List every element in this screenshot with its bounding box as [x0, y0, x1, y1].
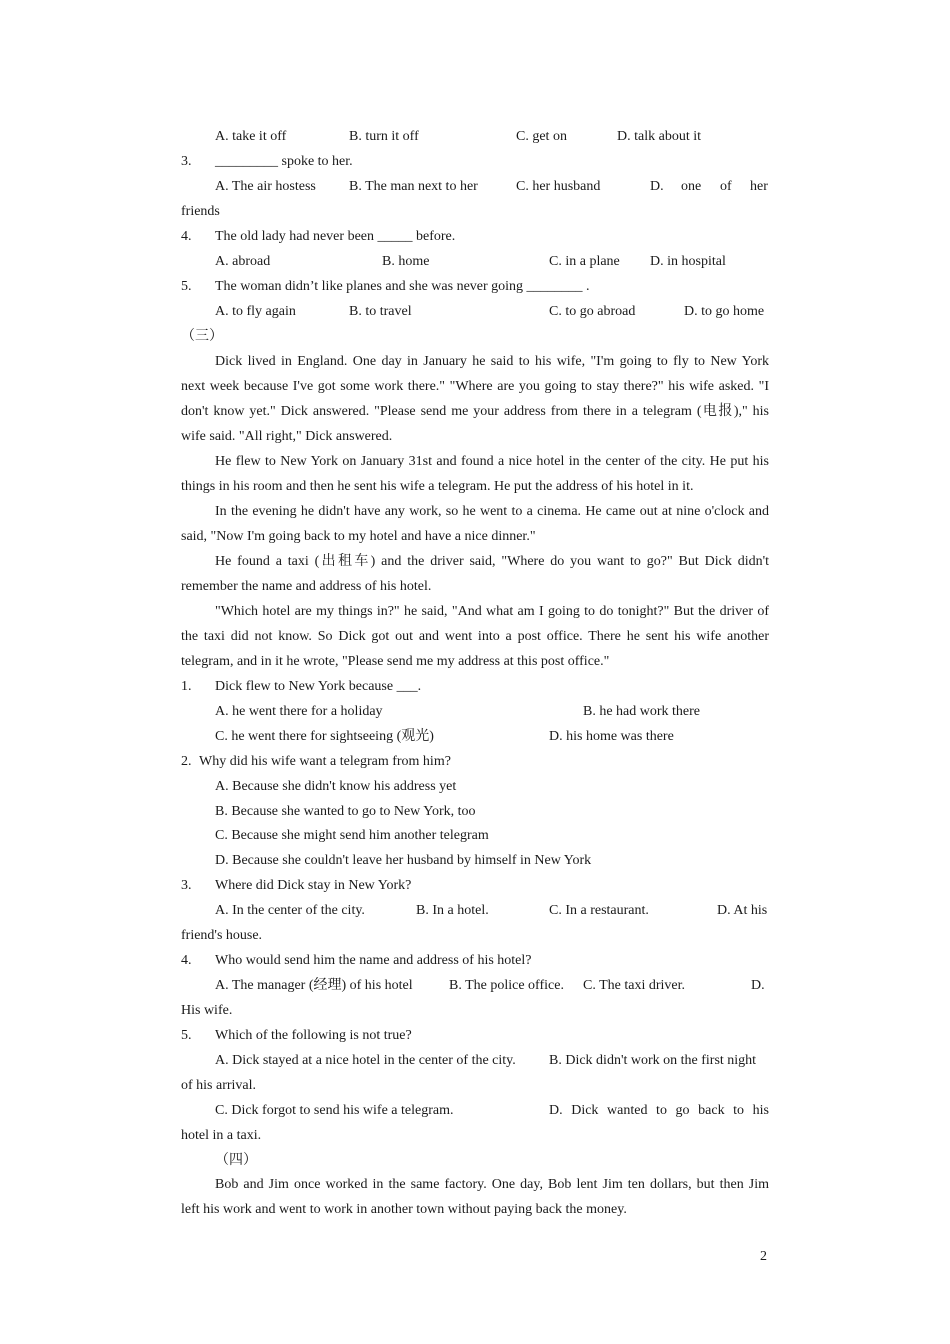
question-text: Why did his wife want a telegram from him? [199, 754, 451, 769]
question-number: 5. [181, 1028, 192, 1043]
option-text: D. in hospital [650, 254, 726, 269]
passage-line: He found a taxi (出租车) and the driver said, "Where do you want to go?" But Dick didn't [215, 554, 769, 569]
question-text: The old lady had never been _____ before. [215, 229, 456, 244]
option-text: A. The manager (经理) of his hotel [215, 978, 413, 993]
option-text: D. his home was there [549, 729, 674, 744]
question-text: _________ spoke to her. [215, 154, 353, 169]
option-text: A. In the center of the city. [215, 903, 365, 918]
option-wrap-text: hotel in a taxi. [181, 1128, 262, 1143]
option-text: C. in a plane [549, 254, 620, 269]
question-number: 1. [181, 679, 192, 694]
question-text: Who would send him the name and address of his hotel? [215, 953, 532, 968]
option-text: A. The air hostess [215, 179, 316, 194]
passage-line: In the evening he didn't have any work, so he went to a cinema. He came out at nine o'clock and [215, 504, 769, 519]
option-text: D. to go home [684, 304, 765, 319]
option-text: B. Dick didn't work on the first night [549, 1053, 757, 1068]
option-text: C. get on [516, 129, 567, 144]
question-number: 4. [181, 953, 192, 968]
option-text: D. At his [717, 903, 768, 918]
option-text: A. take it off [215, 129, 287, 144]
question-text: Where did Dick stay in New York? [215, 878, 412, 893]
option-text: C. her husband [516, 179, 601, 194]
option-text: A. Dick stayed at a nice hotel in the center of the city. [215, 1053, 516, 1068]
passage-line: left his work and went to work in another town without paying back the money. [181, 1202, 627, 1217]
option-text: B. he had work there [583, 704, 701, 719]
question-number: 4. [181, 229, 192, 244]
option-text: C. Dick forgot to send his wife a telegram. [215, 1103, 454, 1118]
option-text: D. talk about it [617, 129, 701, 144]
option-text: D. Dick wanted to go back to his [549, 1103, 769, 1118]
option-text: C. he went there for sightseeing (观光) [215, 729, 434, 744]
option-text: B. The man next to her [349, 179, 478, 194]
option-text: B. home [382, 254, 430, 269]
option-text: D. [650, 179, 664, 194]
option-text: one [681, 179, 702, 194]
option-text: B. The police office. [449, 978, 564, 993]
option-wrap-text: friends [181, 204, 220, 219]
question-number: 3. [181, 154, 192, 169]
option-text: A. he went there for a holiday [215, 704, 383, 719]
passage-line: things in his room and then he sent his wife a telegram. He put the address of his hotel in it. [181, 479, 694, 494]
option-text: A. to fly again [215, 304, 296, 319]
option-wrap-text: His wife. [181, 1003, 233, 1018]
option-text: A. abroad [215, 254, 271, 269]
option-text: C. In a restaurant. [549, 903, 649, 918]
option-text: B. Because she wanted to go to New York, too [215, 804, 476, 819]
question-text: The woman didn’t like planes and she was never going ________ . [215, 279, 590, 294]
option-text: of [720, 179, 732, 194]
option-text: B. In a hotel. [416, 903, 489, 918]
passage-line: wife said. "All right," Dick answered. [181, 429, 393, 444]
passage-line: said, "Now I'm going back to my hotel and have a nice dinner." [181, 529, 536, 544]
section-heading: （三） [181, 329, 223, 344]
passage-line: don't know yet." Dick answered. "Please send me your address from there in a telegram (电报)," his [181, 404, 769, 419]
question-number: 5. [181, 279, 192, 294]
question-text: Which of the following is not true? [215, 1028, 412, 1043]
option-wrap-text: of his arrival. [181, 1078, 257, 1093]
passage-line: telegram, and in it he wrote, "Please send me my address at this post office." [181, 654, 610, 669]
section-heading: （四） [215, 1153, 257, 1168]
passage-line: next week because I've got some work there." "Where are you going to stay there?" his wife asked. "I [181, 379, 769, 394]
option-text: her [750, 179, 768, 194]
question-number: 3. [181, 878, 192, 893]
option-text: B. to travel [349, 304, 412, 319]
passage-line: Dick lived in England. One day in January he said to his wife, "I'm going to fly to New York [215, 354, 769, 369]
option-text: C. The taxi driver. [583, 978, 685, 993]
option-text: C. Because she might send him another telegram [215, 828, 489, 843]
question-text: Dick flew to New York because ___. [215, 679, 422, 694]
page-number: 2 [760, 1249, 767, 1264]
passage-line: He flew to New York on January 31st and found a nice hotel in the center of the city. He put his [215, 454, 769, 469]
question-number: 2. [181, 754, 192, 769]
option-text: C. to go abroad [549, 304, 636, 319]
passage-line: the taxi did not know. So Dick got out and went into a post office. There he sent his wife another [181, 629, 769, 644]
passage-line: Bob and Jim once worked in the same factory. One day, Bob lent Jim ten dollars, but then Jim [215, 1177, 769, 1192]
option-text: D. [751, 978, 765, 993]
passage-line: "Which hotel are my things in?" he said, "And what am I going to do tonight?" But the driver of [215, 604, 769, 619]
option-text: D. Because she couldn't leave her husband by himself in New York [215, 853, 592, 868]
option-text: B. turn it off [349, 129, 419, 144]
option-text: A. Because she didn't know his address yet [215, 779, 457, 794]
option-wrap-text: friend's house. [181, 928, 263, 943]
passage-line: remember the name and address of his hotel. [181, 579, 432, 594]
